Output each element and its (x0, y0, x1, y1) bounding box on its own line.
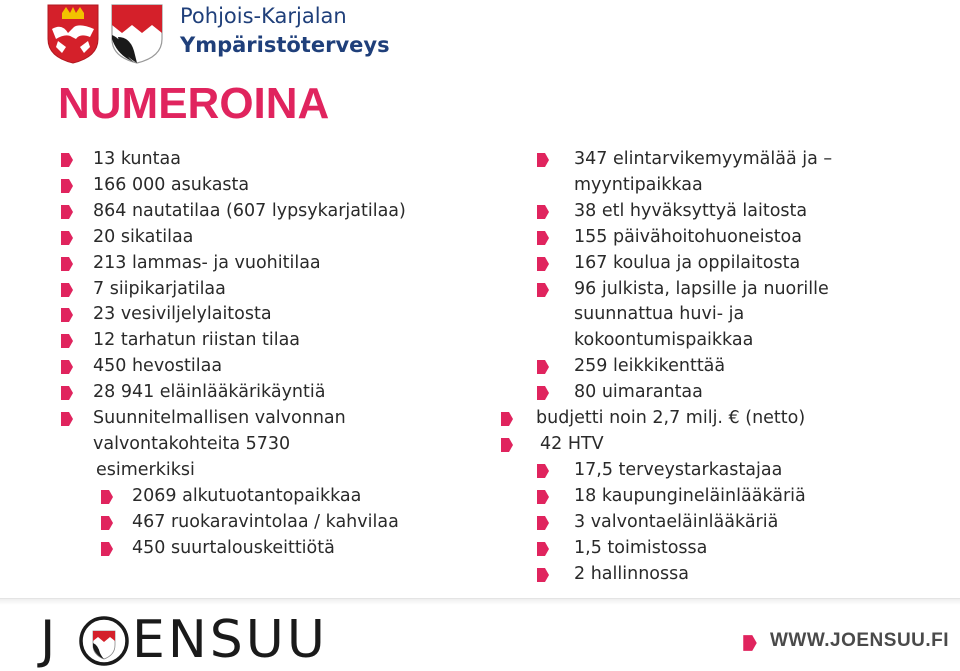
bullet-icon (100, 541, 114, 557)
list-item-text: 96 julkista, lapsille ja nuorille (574, 278, 829, 299)
list-item (58, 147, 498, 173)
bullet-icon (60, 333, 74, 349)
list-item-continuation: valvontakohteita 5730 (93, 433, 291, 454)
website-url[interactable]: WWW.JOENSUU.FI (770, 630, 950, 651)
org-name-line2: Ympäristöterveys (180, 33, 390, 57)
list-item-text: 13 kuntaa (93, 149, 181, 169)
list-item-text: 213 lammas- ja vuohitilaa (93, 252, 321, 273)
list-item (58, 406, 498, 432)
footer-divider-shadow (0, 599, 960, 605)
sub-list-item-text: 1,5 toimistossa (574, 537, 708, 558)
sub-list-item (500, 510, 940, 536)
list-item-text: 864 nautatilaa (607 lypsykarjatilaa) (93, 200, 406, 221)
bullet-icon (536, 204, 550, 220)
bullet-icon (536, 256, 550, 272)
bullet-icon (60, 152, 74, 168)
bullet-icon (536, 359, 550, 375)
list-item-text: 166 000 asukasta (93, 174, 250, 195)
list-item-text: 7 siipikarjatilaa (93, 278, 226, 299)
bullet-icon (536, 230, 550, 246)
list-item (58, 277, 498, 303)
list-item (58, 328, 498, 354)
sub-list-item (500, 458, 940, 484)
list-item (500, 354, 940, 380)
bullet-icon (60, 411, 74, 427)
bullet-icon (500, 411, 514, 427)
list-item-text: 20 sikatilaa (93, 226, 194, 247)
list-item (500, 380, 940, 406)
sub-list-item (58, 536, 498, 562)
list-item-text: 167 koulua ja oppilaitosta (574, 252, 801, 273)
list-item-text: Suunnitelmallisen valvonnan (93, 408, 346, 429)
list-item-text: 259 leikkikenttää (574, 356, 726, 377)
list-item (500, 277, 940, 303)
list-item-continuation: kokoontumispaikkaa (574, 330, 754, 351)
sub-list-item (500, 536, 940, 562)
org-name-line1: Pohjois-Karjalan (180, 4, 347, 28)
left-list (58, 147, 498, 562)
bullet-icon (100, 515, 114, 531)
bullet-icon (536, 463, 550, 479)
list-item-text: 23 vesiviljelylaitosta (93, 304, 272, 325)
list-item-text: 42 HTV (540, 433, 604, 454)
list-item (58, 225, 498, 251)
list-item (500, 199, 940, 225)
list-item (500, 147, 940, 173)
bullet-icon (500, 437, 514, 453)
list-item-text: 155 päivähoitohuoneistoa (574, 226, 802, 247)
list-item-text: 38 etl hyväksyttyä laitosta (574, 200, 808, 221)
list-item (58, 380, 498, 406)
sub-list-item-text: 18 kaupungineläinlääkäriä (574, 485, 806, 506)
list-item-text: 347 elintarvikemyymälää ja – (574, 149, 833, 169)
list-item-text: 12 tarhatun riistan tilaa (93, 330, 301, 351)
bullet-icon (742, 634, 758, 652)
sub-list-item-text: 2069 alkutuotantopaikkaa (132, 485, 362, 506)
list-item (500, 251, 940, 277)
logo-text: ENSUU (132, 610, 328, 670)
pohjois-karjala-crest-icon (44, 3, 102, 65)
bullet-icon (60, 282, 74, 298)
bullet-icon (536, 515, 550, 531)
list-item-continuation: myyntipaikkaa (574, 174, 703, 195)
list-item-text: 450 hevostilaa (93, 356, 223, 377)
list-item-text: 28 941 eläinlääkärikäyntiä (93, 382, 326, 403)
sub-list-item-text: 467 ruokaravintolaa / kahvilaa (132, 511, 399, 532)
right-list (500, 147, 940, 587)
bullet-icon (536, 541, 550, 557)
organization-name (180, 2, 390, 60)
list-item-continuation: suunnattua huvi- ja (574, 304, 745, 325)
joensuu-crest-icon (108, 3, 166, 65)
bullet-icon (100, 489, 114, 505)
list-item-text: 80 uimarantaa (574, 382, 703, 403)
bullet-icon (536, 567, 550, 583)
bullet-icon (60, 385, 74, 401)
list-item (58, 173, 498, 199)
bullet-icon (60, 230, 74, 246)
sub-list-item (58, 484, 498, 510)
bullet-icon (60, 359, 74, 375)
bullet-icon (60, 256, 74, 272)
logo-letter-j: J (40, 610, 58, 670)
list-item (500, 225, 940, 251)
header (0, 0, 960, 70)
sub-list-item (500, 484, 940, 510)
sub-list-item-text: 3 valvontaeläinlääkäriä (574, 511, 779, 532)
list-item-continuation: esimerkiksi (96, 459, 195, 480)
list-item (58, 302, 498, 328)
bullet-icon (536, 152, 550, 168)
sub-list-item-text: 17,5 terveystarkastajaa (574, 459, 783, 480)
sub-list-item-text: 450 suurtalouskeittiötä (132, 537, 335, 558)
list-item-htv (500, 432, 940, 458)
sub-list-item (500, 562, 940, 588)
list-item (58, 354, 498, 380)
list-item-budget (500, 406, 940, 432)
bullet-icon (536, 385, 550, 401)
joensuu-logo-emblem-icon (78, 615, 130, 667)
list-item (58, 199, 498, 225)
bullet-icon (536, 489, 550, 505)
bullet-icon (60, 178, 74, 194)
list-item (58, 251, 498, 277)
list-item-text: budjetti noin 2,7 milj. € (netto) (536, 408, 806, 429)
sub-list-item-text: 2 hallinnossa (574, 563, 689, 584)
page-title: NUMEROINA (58, 79, 330, 128)
bullet-icon (536, 282, 550, 298)
bullet-icon (60, 204, 74, 220)
sub-list-item (58, 510, 498, 536)
bullet-icon (60, 307, 74, 323)
